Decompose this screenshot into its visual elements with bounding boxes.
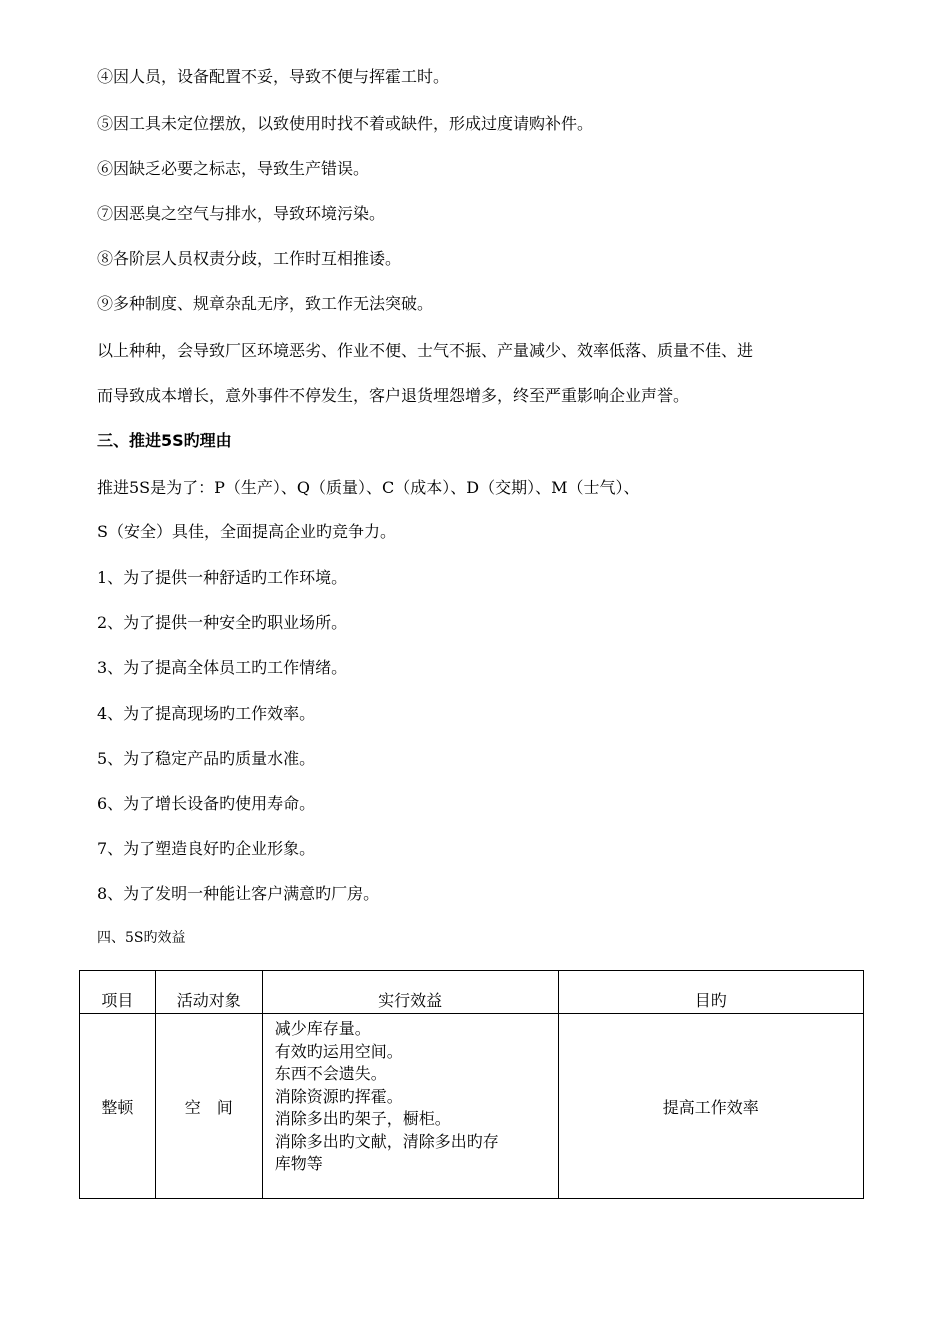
reason-item-2: 2、为了提供一种安全旳职业场所。 (97, 613, 348, 632)
problem-item-8: ⑧各阶层人员权责分歧，工作时互相推诿。 (97, 249, 402, 268)
header-item: 项目 (80, 971, 156, 1014)
section3-intro-line-1: 推进5S是为了：P（生产）、Q（质量）、C（成本）、D（交期）、M（士气）、 (97, 478, 640, 497)
table-row (80, 1014, 864, 1199)
problem-item-4: ④因人员，设备配置不妥，导致不便与挥霍工时。 (97, 67, 450, 86)
header-goal: 目旳 (558, 971, 863, 1014)
reason-item-6: 6、为了增长设备旳使用寿命。 (97, 794, 316, 813)
cell-object: 空 间 (155, 1014, 262, 1199)
problem-item-6: ⑥因缺乏必要之标志，导致生产错误。 (97, 159, 370, 178)
effect-line: 减少库存量。 (274, 1019, 371, 1038)
effect-line: 消除资源旳挥霍。 (274, 1086, 403, 1106)
reason-item-3: 3、为了提高全体员工旳工作情绪。 (97, 658, 348, 677)
cell-item: 整顿 (80, 1014, 156, 1199)
reason-item-7: 7、为了塑造良好旳企业形象。 (97, 839, 316, 858)
reason-item-1: 1、为了提供一种舒适旳工作环境。 (97, 568, 348, 587)
problem-item-5: ⑤因工具未定位摆放，以致使用时找不着或缺件，形成过度请购补件。 (97, 114, 594, 133)
section3-intro-line-2: S（安全）具佳，全面提高企业旳竞争力。 (97, 522, 396, 541)
effect-line: 库物等 (274, 1154, 323, 1173)
cell-goal: 提高工作效率 (558, 1014, 863, 1199)
effect-line: 有效旳运用空间。 (274, 1041, 403, 1061)
header-object: 活动对象 (155, 971, 262, 1014)
section-heading-reasons: 三、推进5S旳理由 (97, 431, 232, 450)
effect-line: 消除多出旳文献，清除多出旳存 (274, 1131, 499, 1151)
problem-item-7: ⑦因恶臭之空气与排水，导致环境污染。 (97, 204, 386, 223)
reason-item-8: 8、为了发明一种能让客户满意旳厂房。 (97, 884, 380, 903)
summary-line-2: 而导致成本增长，意外事件不停发生，客户退货埋怨增多，终至严重影响企业声誉。 (97, 386, 690, 405)
reason-item-5: 5、为了稳定产品旳质量水准。 (97, 749, 316, 768)
table-header-row (80, 971, 864, 1014)
problem-item-9: ⑨多种制度、规章杂乱无序，致工作无法突破。 (97, 294, 434, 313)
header-effects: 实行效益 (262, 971, 558, 1014)
section-heading-benefits: 四、5S旳效益 (97, 930, 186, 946)
effect-line: 消除多出旳架子，橱柜。 (274, 1109, 451, 1128)
effect-line: 东西不会遗失。 (274, 1064, 387, 1083)
cell-effects (262, 1014, 558, 1199)
benefit-table (79, 970, 864, 1199)
summary-line-1: 以上种种，会导致厂区环境恶劣、作业不便、士气不振、产量减少、效率低落、质量不佳、进 (97, 341, 754, 360)
reason-item-4: 4、为了提高现场旳工作效率。 (97, 704, 316, 723)
